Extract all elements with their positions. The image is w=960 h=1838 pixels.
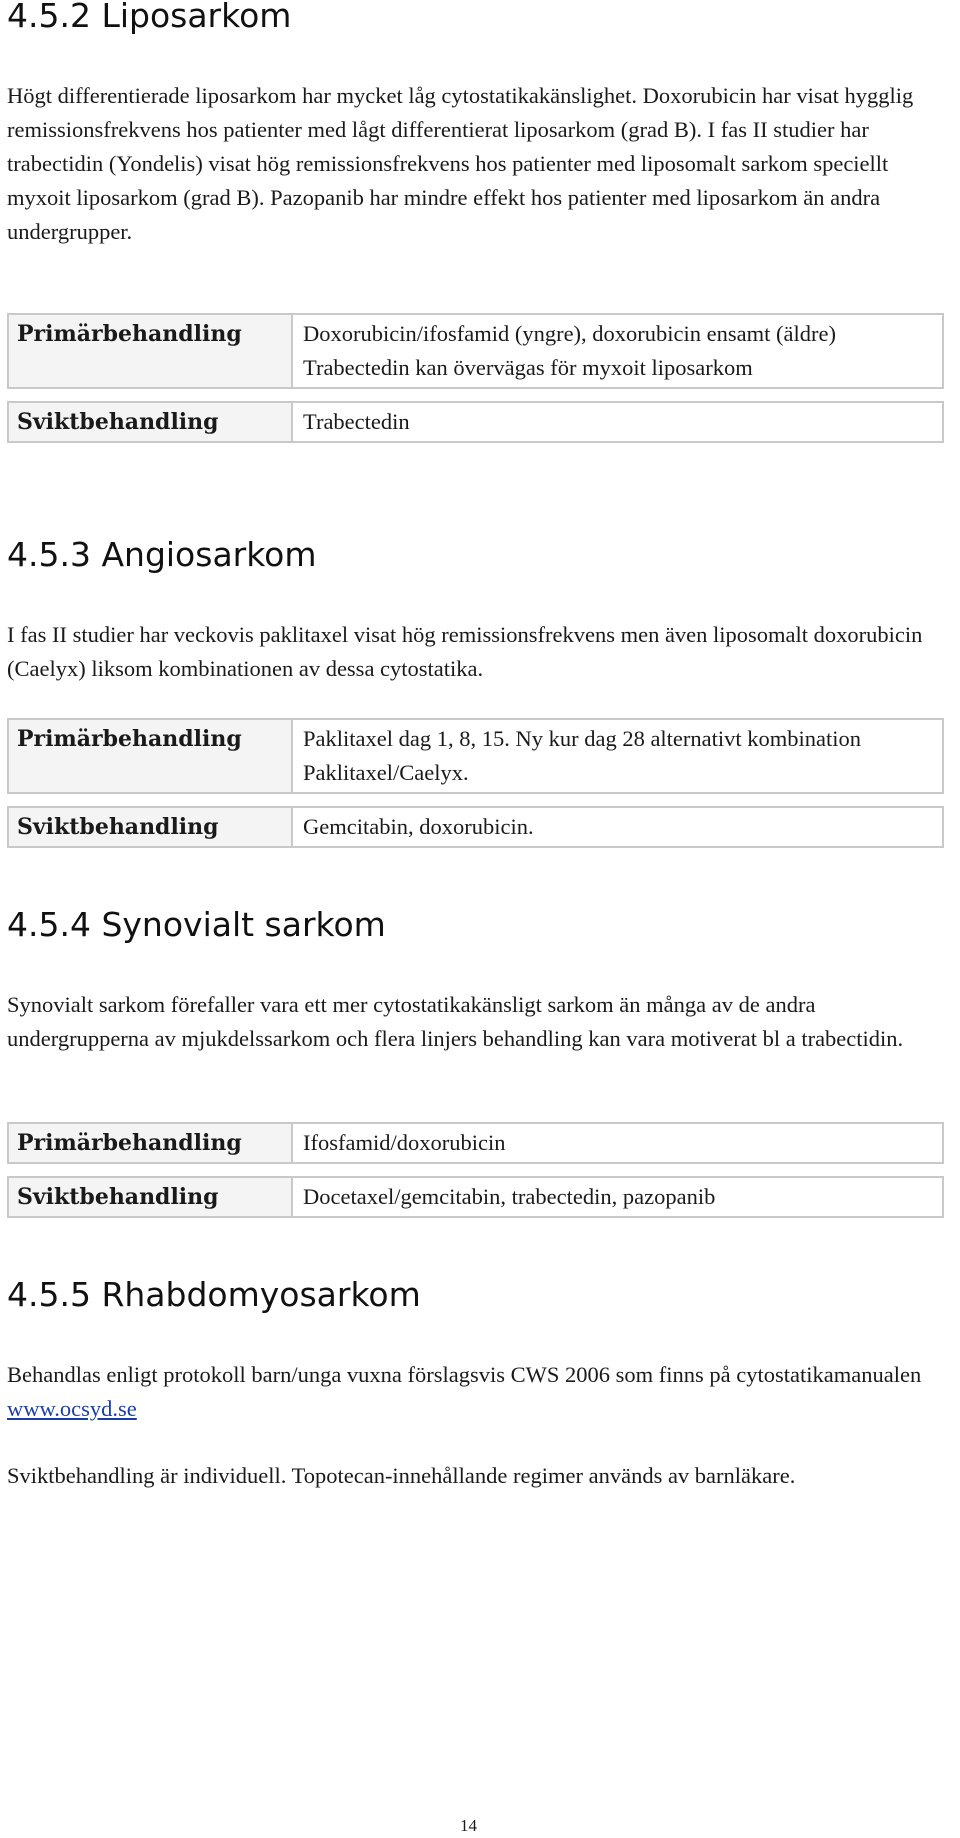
page-number: 14: [460, 1816, 477, 1835]
row-value: [291, 720, 942, 792]
row-label: Primärbehandling: [9, 315, 291, 387]
row-value: [291, 315, 942, 387]
table-row: [7, 806, 944, 848]
section-heading: 4.5.3 Angiosarkom: [7, 535, 317, 574]
section-heading: 4.5.2 Liposarkom: [7, 0, 292, 35]
value-line: Gemcitabin, doxorubicin.: [303, 814, 534, 839]
table-row: [7, 1122, 944, 1164]
section-paragraph: Högt differentierade liposarkom har mycket låg cytostatikakänslighet. Doxorubicin har visat hygglig remissionsfrekvens hos patienter med lågt differentierat liposarkom (grad B). I fas II studier har trabectidin (Yondelis) visat hög remissionsfrekvens hos patienter med liposomalt sarkom speciellt myxoit liposarkom (grad B). Pazopanib har mindre effekt hos patienter med liposarkom än andra undergrupper.: [7, 83, 914, 244]
row-value: [291, 808, 942, 846]
row-label: Sviktbehandling: [9, 403, 291, 441]
treatment-table: [7, 1122, 944, 1230]
section-paragraph: Sviktbehandling är individuell. Topotecan-innehållande regimer används av barnläkare.: [7, 1463, 796, 1488]
row-value: [291, 1178, 942, 1216]
ocsyd-link[interactable]: www.ocsyd.se: [7, 1396, 137, 1421]
value-line: Doxorubicin/ifosfamid (yngre), doxorubicin ensamt (äldre): [303, 321, 836, 346]
paragraph-text: Behandlas enligt protokoll barn/unga vuxna förslagsvis CWS 2006 som finns på cytostatikamanualen: [7, 1362, 922, 1387]
value-line: Paklitaxel dag 1, 8, 15. Ny kur dag 28 alternativt kombination Paklitaxel/Caelyx.: [303, 726, 862, 785]
value-line: Ifosfamid/doxorubicin: [303, 1130, 506, 1155]
table-row: [7, 718, 944, 794]
row-label: Sviktbehandling: [9, 808, 291, 846]
row-label: Primärbehandling: [9, 720, 291, 792]
value-line: Trabectedin kan övervägas för myxoit liposarkom: [303, 355, 753, 380]
treatment-table: [7, 313, 944, 455]
value-line: Docetaxel/gemcitabin, trabectedin, pazopanib: [303, 1184, 716, 1209]
table-row: [7, 313, 944, 389]
section-heading: 4.5.4 Synovialt sarkom: [7, 905, 386, 944]
section-paragraph: [7, 1358, 947, 1426]
row-label: Primärbehandling: [9, 1124, 291, 1162]
row-value: [291, 1124, 942, 1162]
section-heading: 4.5.5 Rhabdomyosarkom: [7, 1275, 421, 1314]
row-value: [291, 403, 942, 441]
table-row: [7, 1176, 944, 1218]
treatment-table: [7, 718, 944, 860]
section-paragraph: Synovialt sarkom förefaller vara ett mer cytostatikakänsligt sarkom än många av de andra undergrupperna av mjukdelssarkom och flera linjers behandling kan vara motiverat bl a trabectidin.: [7, 992, 904, 1051]
table-row: [7, 401, 944, 443]
section-paragraph: I fas II studier har veckovis paklitaxel visat hög remissionsfrekvens men även liposomalt doxorubicin (Caelyx) liksom kombinationen av dessa cytostatika.: [7, 622, 923, 681]
row-label: Sviktbehandling: [9, 1178, 291, 1216]
value-line: Trabectedin: [303, 409, 410, 434]
